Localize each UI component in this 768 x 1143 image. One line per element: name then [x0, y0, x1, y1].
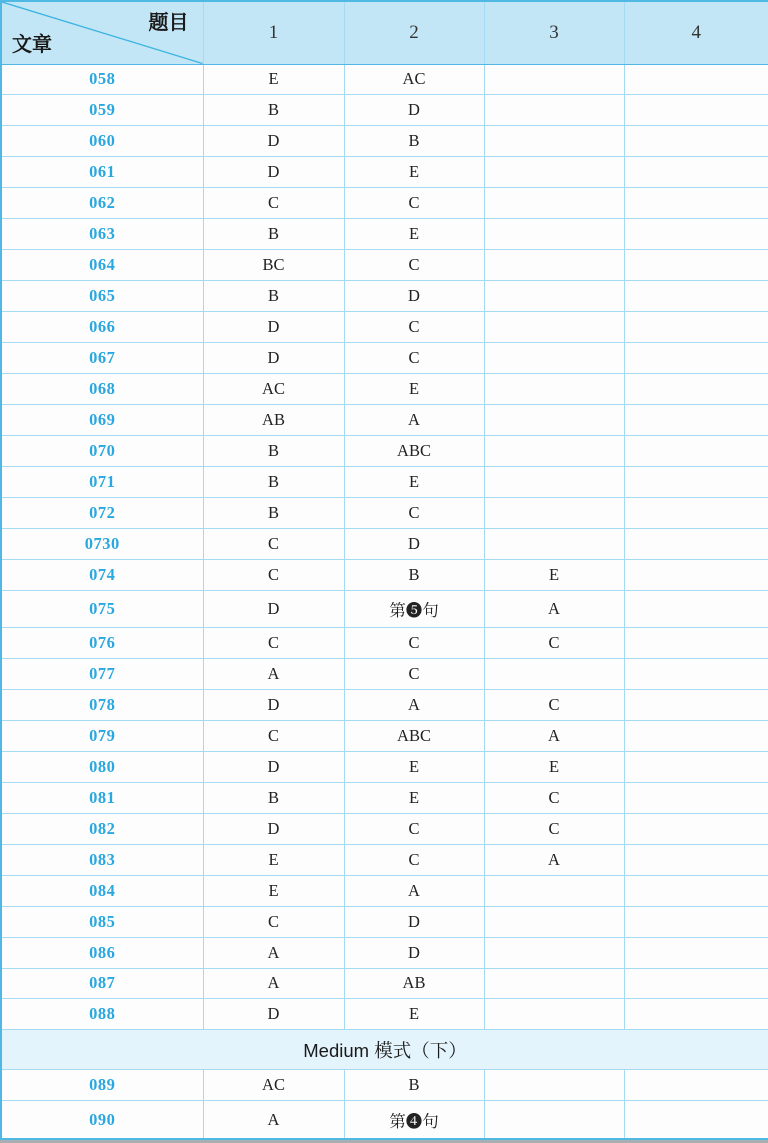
answer-cell: C [344, 343, 484, 374]
answer-cell [624, 95, 768, 126]
answer-cell: A [484, 720, 624, 751]
answer-cell: C [344, 312, 484, 343]
answer-cell: A [344, 689, 484, 720]
answer-cell: D [203, 157, 344, 188]
answer-cell: AB [344, 968, 484, 999]
header-row [1, 1, 768, 64]
article-number: 075 [1, 590, 203, 627]
table-row [1, 999, 768, 1030]
corner-label-articles: 文章 [12, 33, 52, 56]
answer-cell [624, 250, 768, 281]
section-header-title: Medium 模式（下） [1, 1030, 768, 1070]
answer-cell: 第❹句 [344, 1101, 484, 1139]
article-number: 068 [1, 374, 203, 405]
answer-cell: C [344, 498, 484, 529]
answer-cell [484, 64, 624, 95]
answer-cell [484, 188, 624, 219]
article-number: 0730 [1, 529, 203, 560]
answer-cell [624, 968, 768, 999]
article-number: 063 [1, 219, 203, 250]
article-number: 066 [1, 312, 203, 343]
table-row [1, 498, 768, 529]
table-row [1, 529, 768, 560]
answer-cell: C [203, 529, 344, 560]
corner-label-questions: 题目 [148, 12, 189, 34]
table-row [1, 157, 768, 188]
column-header-1: 1 [203, 1, 344, 64]
answer-cell [484, 312, 624, 343]
answer-cell [624, 343, 768, 374]
answer-cell [484, 436, 624, 467]
article-number: 069 [1, 405, 203, 436]
answer-cell: E [344, 219, 484, 250]
answer-cell [624, 720, 768, 751]
article-number: 077 [1, 658, 203, 689]
answer-cell [624, 126, 768, 157]
answer-cell: D [203, 590, 344, 627]
answer-cell [484, 374, 624, 405]
table-row [1, 689, 768, 720]
answer-cell [624, 64, 768, 95]
answer-cell: D [203, 689, 344, 720]
table-row [1, 658, 768, 689]
answer-cell: AB [203, 405, 344, 436]
article-number: 083 [1, 844, 203, 875]
article-number: 058 [1, 64, 203, 95]
answer-cell [624, 751, 768, 782]
answer-cell: C [344, 844, 484, 875]
answer-cell [624, 405, 768, 436]
article-number: 087 [1, 968, 203, 999]
answer-cell [484, 250, 624, 281]
answer-cell: E [344, 999, 484, 1030]
article-number: 064 [1, 250, 203, 281]
answer-cell: D [344, 95, 484, 126]
article-number: 081 [1, 782, 203, 813]
answer-cell [484, 126, 624, 157]
answer-cell: A [203, 937, 344, 968]
answer-cell: B [344, 560, 484, 591]
answer-cell: E [203, 844, 344, 875]
answer-cell [624, 1101, 768, 1139]
answer-cell [624, 906, 768, 937]
answer-cell: C [344, 250, 484, 281]
answer-cell: D [203, 343, 344, 374]
answer-cell [484, 467, 624, 498]
answer-cell [484, 281, 624, 312]
answer-cell [484, 968, 624, 999]
answer-cell: B [203, 219, 344, 250]
table-row [1, 560, 768, 591]
answer-cell: D [344, 281, 484, 312]
answer-cell [624, 560, 768, 591]
answer-cell: A [344, 405, 484, 436]
answer-cell [624, 157, 768, 188]
answer-cell: D [203, 999, 344, 1030]
answer-cell: B [203, 95, 344, 126]
answer-cell: C [203, 627, 344, 658]
article-number: 084 [1, 875, 203, 906]
answer-cell [624, 467, 768, 498]
table-row [1, 844, 768, 875]
answer-cell [484, 999, 624, 1030]
article-number: 082 [1, 813, 203, 844]
answer-cell: ABC [344, 720, 484, 751]
answer-cell: C [203, 560, 344, 591]
table-row [1, 219, 768, 250]
answer-cell [484, 875, 624, 906]
answer-cell [484, 343, 624, 374]
article-number: 067 [1, 343, 203, 374]
table-row [1, 64, 768, 95]
table-row [1, 937, 768, 968]
table-row [1, 782, 768, 813]
article-number: 086 [1, 937, 203, 968]
article-number: 065 [1, 281, 203, 312]
answer-cell: A [344, 875, 484, 906]
answer-cell: D [203, 126, 344, 157]
article-number: 076 [1, 627, 203, 658]
table-row [1, 312, 768, 343]
table-row [1, 405, 768, 436]
answer-cell: E [203, 875, 344, 906]
article-number: 060 [1, 126, 203, 157]
answer-cell [624, 813, 768, 844]
answer-cell [624, 1070, 768, 1101]
article-number: 080 [1, 751, 203, 782]
answer-cell: D [203, 751, 344, 782]
table-row [1, 968, 768, 999]
corner-header-cell [1, 1, 203, 64]
table-row [1, 436, 768, 467]
answer-cell: D [344, 906, 484, 937]
answer-cell [484, 157, 624, 188]
answer-cell [624, 529, 768, 560]
answer-cell [624, 498, 768, 529]
answer-cell [484, 95, 624, 126]
article-number: 070 [1, 436, 203, 467]
table-row [1, 906, 768, 937]
answer-cell: C [344, 813, 484, 844]
table-row [1, 875, 768, 906]
answer-cell: AC [203, 1070, 344, 1101]
article-number: 085 [1, 906, 203, 937]
article-number: 071 [1, 467, 203, 498]
answer-cell: C [344, 188, 484, 219]
answer-cell: E [344, 157, 484, 188]
answer-cell: C [484, 813, 624, 844]
answer-cell [624, 627, 768, 658]
answer-cell: E [484, 751, 624, 782]
answer-cell: C [484, 689, 624, 720]
answer-cell: C [484, 782, 624, 813]
answer-cell: B [344, 1070, 484, 1101]
answer-cell: D [344, 937, 484, 968]
column-header-3: 3 [484, 1, 624, 64]
table-row [1, 1070, 768, 1101]
article-number: 059 [1, 95, 203, 126]
answer-cell: E [484, 560, 624, 591]
answer-cell: BC [203, 250, 344, 281]
answer-cell: C [203, 906, 344, 937]
article-number: 089 [1, 1070, 203, 1101]
article-number: 088 [1, 999, 203, 1030]
table-row [1, 343, 768, 374]
answer-cell: B [203, 281, 344, 312]
table-row [1, 188, 768, 219]
article-number: 078 [1, 689, 203, 720]
answer-cell [484, 219, 624, 250]
article-number: 090 [1, 1101, 203, 1139]
article-number: 079 [1, 720, 203, 751]
answer-cell [624, 658, 768, 689]
answer-cell [624, 999, 768, 1030]
answer-cell: D [344, 529, 484, 560]
answer-table-body [1, 64, 768, 1139]
article-number: 074 [1, 560, 203, 591]
answer-cell: A [203, 968, 344, 999]
table-row [1, 813, 768, 844]
answer-cell [624, 844, 768, 875]
answer-cell: B [344, 126, 484, 157]
answer-cell: ABC [344, 436, 484, 467]
table-row [1, 467, 768, 498]
table-row [1, 374, 768, 405]
answer-cell [624, 689, 768, 720]
answer-cell [624, 188, 768, 219]
article-number: 072 [1, 498, 203, 529]
answer-cell [484, 498, 624, 529]
answer-cell: C [344, 627, 484, 658]
answer-cell: D [203, 813, 344, 844]
answer-cell [624, 937, 768, 968]
answer-cell: A [484, 844, 624, 875]
answer-cell [484, 1101, 624, 1139]
answer-cell [484, 906, 624, 937]
answer-cell [624, 219, 768, 250]
answer-cell [484, 405, 624, 436]
answer-cell: C [344, 658, 484, 689]
answer-cell [484, 658, 624, 689]
answer-cell: AC [344, 64, 484, 95]
answer-cell: E [344, 467, 484, 498]
section-header-row [1, 1030, 768, 1070]
answer-cell [624, 281, 768, 312]
answer-cell: E [344, 751, 484, 782]
answer-cell [624, 312, 768, 343]
answer-cell: B [203, 498, 344, 529]
table-row [1, 126, 768, 157]
answer-cell [624, 436, 768, 467]
table-row [1, 720, 768, 751]
answer-cell [484, 937, 624, 968]
answer-cell: B [203, 467, 344, 498]
answer-cell: E [203, 64, 344, 95]
table-row [1, 281, 768, 312]
article-number: 061 [1, 157, 203, 188]
answer-cell: E [344, 374, 484, 405]
answer-cell: A [203, 658, 344, 689]
answer-cell [484, 529, 624, 560]
answer-cell: 第❺句 [344, 590, 484, 627]
table-row [1, 95, 768, 126]
table-row [1, 751, 768, 782]
table-row [1, 627, 768, 658]
column-header-4: 4 [624, 1, 768, 64]
article-number: 062 [1, 188, 203, 219]
answer-cell [624, 875, 768, 906]
table-row [1, 1101, 768, 1139]
answer-cell: C [484, 627, 624, 658]
answer-cell: A [203, 1101, 344, 1139]
answer-cell: B [203, 436, 344, 467]
answer-cell [484, 1070, 624, 1101]
column-header-2: 2 [344, 1, 484, 64]
table-row [1, 590, 768, 627]
answer-cell: C [203, 188, 344, 219]
answer-cell: B [203, 782, 344, 813]
table-row [1, 250, 768, 281]
answer-cell: A [484, 590, 624, 627]
answer-cell: E [344, 782, 484, 813]
answer-cell [624, 590, 768, 627]
answer-cell: AC [203, 374, 344, 405]
answer-cell [624, 782, 768, 813]
answer-cell: C [203, 720, 344, 751]
answer-cell: D [203, 312, 344, 343]
answer-cell [624, 374, 768, 405]
